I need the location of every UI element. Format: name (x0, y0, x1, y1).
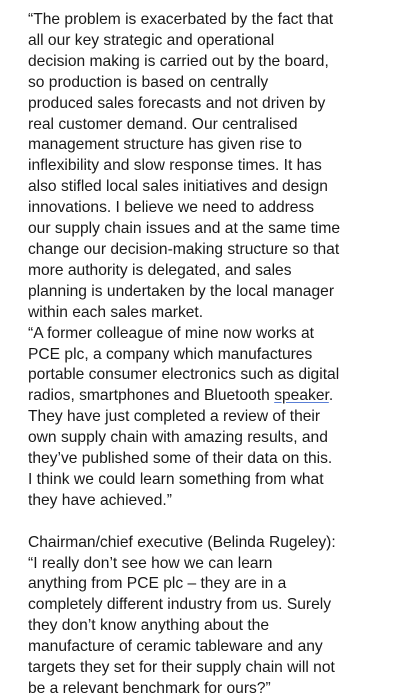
text-line: they don’t know anything about the (28, 617, 270, 635)
text-line: inflexibility and slow response times. It has (28, 157, 322, 175)
paragraph-spacer (28, 512, 408, 533)
paragraph-pce-plc (28, 324, 408, 512)
text-segment: . (328, 387, 334, 405)
text-line: manufacture of ceramic tableware and any (28, 638, 323, 656)
text-line: They have just completed a review of their (28, 408, 321, 426)
text-line: own supply chain with amazing results, and (28, 429, 328, 447)
paragraph-board-decision-making (28, 10, 408, 324)
text-line: they have achieved.” (28, 491, 172, 509)
underlined-word: speaker (274, 387, 329, 405)
text-line: PCE plc, a company which manufactures (28, 345, 313, 363)
text-line: produced sales forecasts and not driven by (28, 94, 326, 112)
text-line: so production is based on centrally (28, 73, 269, 91)
text-line: all our key strategic and operational (28, 31, 275, 49)
text-line: anything from PCE plc – they are in a (28, 575, 287, 593)
text-line: our supply chain issues and at the same time (28, 220, 341, 238)
text-line: completely different industry from us. Surely (28, 596, 332, 614)
text-line: planning is undertaken by the local manager (28, 282, 335, 300)
speaker-label: Chairman/chief executive (Belinda Rugeley): (28, 533, 336, 551)
text-line: change our decision-making structure so that (28, 240, 340, 258)
text-line: “A former colleague of mine now works at (28, 324, 315, 342)
text-line: “I really don’t see how we can learn (28, 554, 273, 572)
document-body (28, 10, 408, 700)
text-line: also stifled local sales initiatives and design (28, 178, 328, 196)
text-line (28, 386, 408, 407)
text-line: targets they set for their supply chain will not (28, 659, 335, 677)
text-line: innovations. I believe we need to address (28, 199, 315, 217)
text-line: I think we could learn something from what (28, 470, 324, 488)
text-line: “The problem is exacerbated by the fact that (28, 11, 334, 28)
text-line: more authority is delegated, and sales (28, 261, 292, 279)
text-line: portable consumer electronics such as digital (28, 366, 340, 384)
text-line: decision making is carried out by the board, (28, 52, 329, 70)
text-line: be a relevant benchmark for ours?” (28, 679, 271, 697)
paragraph-chairman-response (28, 554, 408, 700)
text-line: management structure has given rise to (28, 136, 302, 154)
text-line: real customer demand. Our centralised (28, 115, 298, 133)
text-segment: radios, smartphones and Bluetooth (28, 387, 275, 405)
text-line: they’ve published some of their data on this. (28, 450, 333, 468)
text-line: within each sales market. (28, 303, 204, 321)
